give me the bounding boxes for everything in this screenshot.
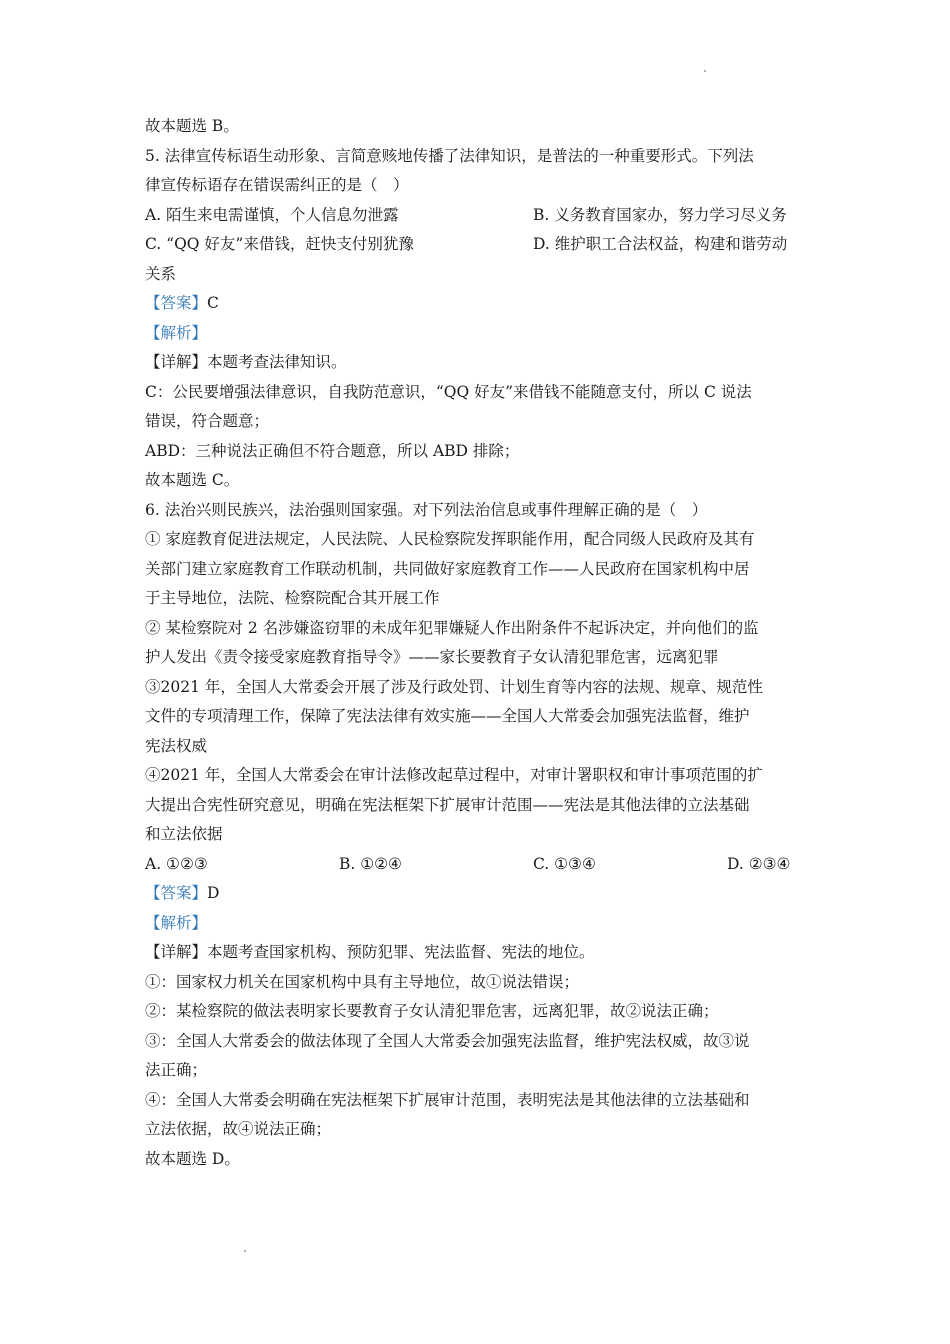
q5-option-c: C. “QQ 好友”来借钱，赶快支付别犹豫 bbox=[145, 235, 414, 253]
q5-answer-tag: 【答案】 bbox=[145, 294, 208, 312]
q6-options-row bbox=[145, 850, 810, 880]
q6-detail-6: ④：全国人大常委会明确在宪法框架下扩展审计范围，表明宪法是其他法律的立法基础和 bbox=[145, 1090, 750, 1109]
q5-detail-4: ABD：三种说法正确但不符合题意，所以 ABD 排除； bbox=[145, 441, 520, 460]
q6-detail-3: ②：某检察院的做法表明家长要教育子女认清犯罪危害，远离犯罪，故②说法正确； bbox=[145, 1002, 719, 1020]
q4-conclusion: 故本题选 B。 bbox=[145, 117, 239, 135]
q6-detail-1: 【详解】本题考查国家机构、预防犯罪、宪法监督、宪法的地位。 bbox=[145, 943, 595, 961]
q5-option-b: B. 义务教育国家办，努力学习尽义务 bbox=[533, 205, 787, 224]
q5-options-row-2 bbox=[145, 230, 810, 260]
q5-detail-3: 错误，符合题意； bbox=[145, 412, 270, 430]
q6-option-a: A. ①②③ bbox=[145, 854, 208, 873]
q6-analysis bbox=[145, 909, 810, 939]
q6-detail-4: ③：全国人大常委会的做法体现了全国人大常委会加强宪法监督，维护宪法权威，故③说 bbox=[145, 1031, 750, 1050]
q5-stem-line-2: 律宣传标语存在错误需纠正的是（ ） bbox=[145, 176, 409, 194]
q5-option-a: A. 陌生来电需谨慎，个人信息勿泄露 bbox=[145, 205, 399, 224]
q6-stem: 6. 法治兴则民族兴，法治强则国家强。对下列法治信息或事件理解正确的是（ ） bbox=[145, 500, 708, 519]
q6-item1-line-1: ① 家庭教育促进法规定，人民法院、人民检察院发挥职能作用，配合同级人民政府及其有 bbox=[145, 530, 755, 548]
q5-analysis-tag: 【解析】 bbox=[145, 323, 208, 342]
q6-item2-line-1: ② 某检察院对 2 名涉嫌盗窃罪的未成年犯罪嫌疑人作出附条件不起诉决定，并向他们的监 bbox=[145, 618, 759, 637]
q5-answer bbox=[145, 289, 810, 319]
q6-item3-line-1: ③2021 年，全国人大常委会开展了涉及行政处罚、计划生育等内容的法规、规章、规范性 bbox=[145, 677, 763, 696]
q6-item2-line-2: 护人发出《责令接受家庭教育指导令》——家长要教育子女认清犯罪危害，远离犯罪 bbox=[145, 648, 719, 666]
q5-option-d-continued: 关系 bbox=[145, 264, 177, 283]
q6-item3-line-3: 宪法权威 bbox=[145, 736, 208, 755]
q6-detail-5: 法正确； bbox=[145, 1061, 208, 1079]
corner-mark-bottom bbox=[244, 1250, 246, 1252]
q6-item4-line-1: ④2021 年，全国人大常委会在审计法修改起草过程中，对审计署职权和审计事项范围的扩 bbox=[145, 766, 763, 784]
q5-detail-1: 【详解】本题考查法律知识。 bbox=[145, 353, 347, 371]
q6-item3-line-2: 文件的专项清理工作，保障了宪法法律有效实施——全国人大常委会加强宪法监督，维护 bbox=[145, 707, 750, 725]
q6-option-c: C. ①③④ bbox=[533, 854, 596, 873]
q6-item1-line-2: 关部门建立家庭教育工作联动机制，共同做好家庭教育工作——人民政府在国家机构中居 bbox=[145, 559, 750, 578]
q5-answer-value: C bbox=[207, 294, 219, 312]
q6-answer-tag: 【答案】 bbox=[145, 884, 208, 902]
q6-detail-8: 故本题选 D。 bbox=[145, 1149, 240, 1168]
q6-item1-line-3: 于主导地位，法院、检察院配合其开展工作 bbox=[145, 589, 440, 607]
q5-detail-2: C：公民要增强法律意识，自我防范意识，“QQ 好友”来借钱不能随意支付，所以 C 说法 bbox=[145, 382, 752, 401]
q5-options-row-1 bbox=[145, 201, 810, 231]
q6-item4-line-2: 大提出合宪性研究意见，明确在宪法框架下扩展审计范围——宪法是其他法律的立法基础 bbox=[145, 795, 750, 814]
q6-item4-line-3: 和立法依据 bbox=[145, 825, 223, 843]
q6-option-b: B. ①②④ bbox=[339, 854, 402, 873]
q5-analysis bbox=[145, 319, 810, 349]
q6-detail-7: 立法依据，故④说法正确； bbox=[145, 1120, 332, 1138]
q5-detail-5: 故本题选 C。 bbox=[145, 471, 240, 489]
q5-option-d: D. 维护职工合法权益，构建和谐劳动 bbox=[533, 235, 788, 253]
q6-detail-2: ①：国家权力机关在国家机构中具有主导地位，故①说法错误； bbox=[145, 972, 580, 991]
q5-stem-line-1: 5. 法律宣传标语生动形象、言简意赅地传播了法律知识，是普法的一种重要形式。下列法 bbox=[145, 146, 754, 165]
q6-answer-value: D bbox=[207, 884, 220, 902]
q6-answer bbox=[145, 879, 810, 909]
document-body bbox=[145, 112, 810, 1174]
q6-option-d: D. ②③④ bbox=[727, 854, 791, 873]
corner-mark-top bbox=[704, 70, 706, 72]
q6-analysis-tag: 【解析】 bbox=[145, 913, 208, 932]
